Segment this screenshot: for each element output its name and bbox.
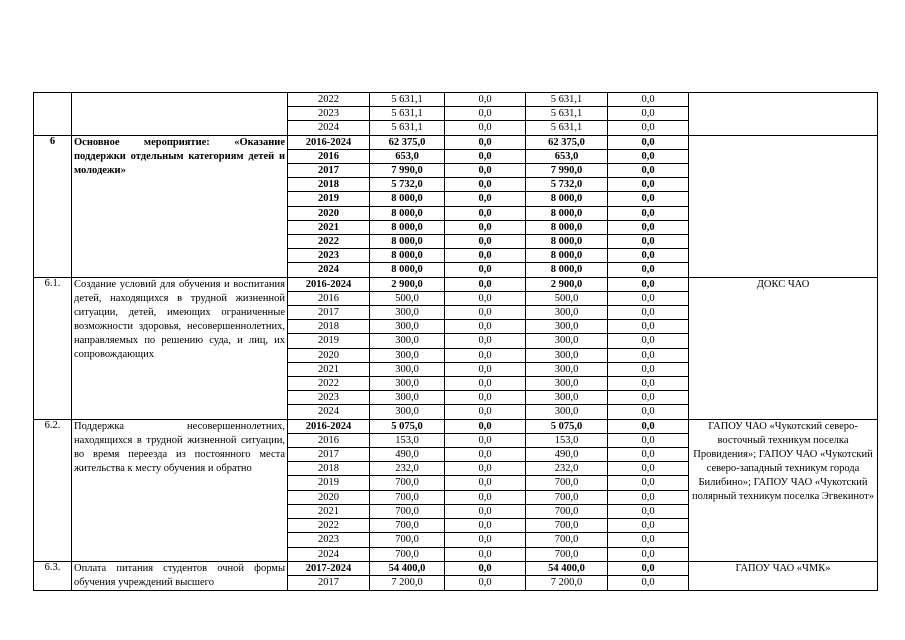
regional-budget-cell: 300,0 xyxy=(526,405,608,419)
federal-budget-cell: 0,0 xyxy=(445,164,526,178)
other-sources-cell: 0,0 xyxy=(608,206,689,220)
regional-budget-cell: 5 732,0 xyxy=(526,178,608,192)
responsible-executor: ДОКС ЧАО xyxy=(689,277,878,419)
total-cell: 700,0 xyxy=(370,504,445,518)
regional-budget-cell: 300,0 xyxy=(526,362,608,376)
other-sources-cell: 0,0 xyxy=(608,135,689,149)
regional-budget-cell: 300,0 xyxy=(526,320,608,334)
regional-budget-cell: 700,0 xyxy=(526,547,608,561)
other-sources-cell: 0,0 xyxy=(608,462,689,476)
regional-budget-cell: 8 000,0 xyxy=(526,206,608,220)
federal-budget-cell: 0,0 xyxy=(445,433,526,447)
year-cell: 2023 xyxy=(288,249,370,263)
total-cell: 5 075,0 xyxy=(370,419,445,433)
year-cell: 2024 xyxy=(288,263,370,277)
other-sources-cell: 0,0 xyxy=(608,235,689,249)
regional-budget-cell: 8 000,0 xyxy=(526,220,608,234)
regional-budget-cell: 8 000,0 xyxy=(526,235,608,249)
total-cell: 7 990,0 xyxy=(370,164,445,178)
federal-budget-cell: 0,0 xyxy=(445,206,526,220)
year-cell: 2021 xyxy=(288,220,370,234)
item-title xyxy=(72,93,288,136)
federal-budget-cell: 0,0 xyxy=(445,348,526,362)
federal-budget-cell: 0,0 xyxy=(445,249,526,263)
regional-budget-cell: 5 631,1 xyxy=(526,121,608,135)
total-cell: 2 900,0 xyxy=(370,277,445,291)
total-cell: 62 375,0 xyxy=(370,135,445,149)
total-cell: 5 631,1 xyxy=(370,93,445,107)
other-sources-cell: 0,0 xyxy=(608,419,689,433)
other-sources-cell: 0,0 xyxy=(608,277,689,291)
year-cell: 2022 xyxy=(288,235,370,249)
total-cell: 300,0 xyxy=(370,320,445,334)
year-cell: 2017-2024 xyxy=(288,561,370,576)
year-cell: 2023 xyxy=(288,391,370,405)
item-number: 6.1. xyxy=(34,277,72,419)
federal-budget-cell: 0,0 xyxy=(445,362,526,376)
other-sources-cell: 0,0 xyxy=(608,220,689,234)
responsible-executor xyxy=(689,93,878,136)
other-sources-cell: 0,0 xyxy=(608,576,689,591)
regional-budget-cell: 653,0 xyxy=(526,149,608,163)
other-sources-cell: 0,0 xyxy=(608,121,689,135)
federal-budget-cell: 0,0 xyxy=(445,561,526,576)
federal-budget-cell: 0,0 xyxy=(445,235,526,249)
other-sources-cell: 0,0 xyxy=(608,448,689,462)
regional-budget-cell: 62 375,0 xyxy=(526,135,608,149)
total-cell: 490,0 xyxy=(370,448,445,462)
regional-budget-cell: 300,0 xyxy=(526,306,608,320)
other-sources-cell: 0,0 xyxy=(608,433,689,447)
regional-budget-cell: 8 000,0 xyxy=(526,263,608,277)
other-sources-cell: 0,0 xyxy=(608,504,689,518)
total-cell: 7 200,0 xyxy=(370,576,445,591)
federal-budget-cell: 0,0 xyxy=(445,178,526,192)
federal-budget-cell: 0,0 xyxy=(445,93,526,107)
total-cell: 5 732,0 xyxy=(370,178,445,192)
regional-budget-cell: 700,0 xyxy=(526,519,608,533)
year-cell: 2018 xyxy=(288,320,370,334)
regional-budget-cell: 7 200,0 xyxy=(526,576,608,591)
item-title: Оплата питания студентов очной формы обучения учреждений высшего xyxy=(72,561,288,590)
regional-budget-cell: 7 990,0 xyxy=(526,164,608,178)
year-cell: 2016-2024 xyxy=(288,277,370,291)
total-cell: 8 000,0 xyxy=(370,206,445,220)
year-cell: 2024 xyxy=(288,405,370,419)
year-cell: 2017 xyxy=(288,576,370,591)
other-sources-cell: 0,0 xyxy=(608,362,689,376)
year-cell: 2017 xyxy=(288,164,370,178)
other-sources-cell: 0,0 xyxy=(608,306,689,320)
year-cell: 2021 xyxy=(288,504,370,518)
other-sources-cell: 0,0 xyxy=(608,490,689,504)
total-cell: 300,0 xyxy=(370,391,445,405)
total-cell: 8 000,0 xyxy=(370,220,445,234)
item-number xyxy=(34,93,72,136)
regional-budget-cell: 8 000,0 xyxy=(526,249,608,263)
other-sources-cell: 0,0 xyxy=(608,334,689,348)
regional-budget-cell: 153,0 xyxy=(526,433,608,447)
year-cell: 2016-2024 xyxy=(288,135,370,149)
item-number: 6.3. xyxy=(34,561,72,590)
total-cell: 300,0 xyxy=(370,362,445,376)
federal-budget-cell: 0,0 xyxy=(445,519,526,533)
year-cell: 2022 xyxy=(288,377,370,391)
other-sources-cell: 0,0 xyxy=(608,107,689,121)
year-cell: 2024 xyxy=(288,547,370,561)
table-row xyxy=(34,135,878,149)
federal-budget-cell: 0,0 xyxy=(445,107,526,121)
item-title: Создание условий для обучения и воспитания детей, находящихся в трудной жизненной ситуации, детей, имеющих ограниченные возможности здоровья, несовершеннолетних, направляемых по решению суда, и лиц, их сопровождающих xyxy=(72,277,288,419)
total-cell: 54 400,0 xyxy=(370,561,445,576)
item-title: Основное мероприятие: «Оказание поддержки отдельным категориям детей и молодежи» xyxy=(72,135,288,277)
other-sources-cell: 0,0 xyxy=(608,519,689,533)
total-cell: 653,0 xyxy=(370,149,445,163)
regional-budget-cell: 300,0 xyxy=(526,348,608,362)
year-cell: 2016 xyxy=(288,291,370,305)
total-cell: 8 000,0 xyxy=(370,249,445,263)
total-cell: 300,0 xyxy=(370,377,445,391)
table-row xyxy=(34,419,878,433)
item-number: 6.2. xyxy=(34,419,72,561)
regional-budget-cell: 700,0 xyxy=(526,533,608,547)
year-cell: 2016-2024 xyxy=(288,419,370,433)
federal-budget-cell: 0,0 xyxy=(445,419,526,433)
item-number: 6 xyxy=(34,135,72,277)
federal-budget-cell: 0,0 xyxy=(445,291,526,305)
federal-budget-cell: 0,0 xyxy=(445,149,526,163)
year-cell: 2024 xyxy=(288,121,370,135)
table-row xyxy=(34,277,878,291)
regional-budget-cell: 232,0 xyxy=(526,462,608,476)
federal-budget-cell: 0,0 xyxy=(445,405,526,419)
year-cell: 2020 xyxy=(288,348,370,362)
total-cell: 700,0 xyxy=(370,476,445,490)
other-sources-cell: 0,0 xyxy=(608,192,689,206)
other-sources-cell: 0,0 xyxy=(608,561,689,576)
other-sources-cell: 0,0 xyxy=(608,348,689,362)
other-sources-cell: 0,0 xyxy=(608,476,689,490)
year-cell: 2019 xyxy=(288,476,370,490)
regional-budget-cell: 490,0 xyxy=(526,448,608,462)
other-sources-cell: 0,0 xyxy=(608,178,689,192)
federal-budget-cell: 0,0 xyxy=(445,504,526,518)
total-cell: 700,0 xyxy=(370,519,445,533)
regional-budget-cell: 700,0 xyxy=(526,476,608,490)
federal-budget-cell: 0,0 xyxy=(445,277,526,291)
federal-budget-cell: 0,0 xyxy=(445,533,526,547)
regional-budget-cell: 300,0 xyxy=(526,377,608,391)
regional-budget-cell: 500,0 xyxy=(526,291,608,305)
table-body xyxy=(34,93,878,591)
regional-budget-cell: 5 075,0 xyxy=(526,419,608,433)
federal-budget-cell: 0,0 xyxy=(445,306,526,320)
federal-budget-cell: 0,0 xyxy=(445,576,526,591)
year-cell: 2019 xyxy=(288,334,370,348)
year-cell: 2017 xyxy=(288,306,370,320)
total-cell: 300,0 xyxy=(370,348,445,362)
federal-budget-cell: 0,0 xyxy=(445,320,526,334)
regional-budget-cell: 300,0 xyxy=(526,391,608,405)
total-cell: 300,0 xyxy=(370,306,445,320)
other-sources-cell: 0,0 xyxy=(608,249,689,263)
total-cell: 232,0 xyxy=(370,462,445,476)
regional-budget-cell: 2 900,0 xyxy=(526,277,608,291)
year-cell: 2016 xyxy=(288,149,370,163)
year-cell: 2018 xyxy=(288,178,370,192)
total-cell: 500,0 xyxy=(370,291,445,305)
total-cell: 700,0 xyxy=(370,490,445,504)
responsible-executor xyxy=(689,135,878,277)
program-funding-table xyxy=(33,92,878,591)
year-cell: 2020 xyxy=(288,206,370,220)
year-cell: 2022 xyxy=(288,93,370,107)
total-cell: 8 000,0 xyxy=(370,235,445,249)
total-cell: 5 631,1 xyxy=(370,107,445,121)
other-sources-cell: 0,0 xyxy=(608,320,689,334)
responsible-executor: ГАПОУ ЧАО «Чукотский северо-восточный техникум поселка Провидения»; ГАПОУ ЧАО «Чукотский северо-западный техникум города Билибино»; ГАПОУ ЧАО «Чукотский полярный техникум поселка Эгвекинот» xyxy=(689,419,878,561)
regional-budget-cell: 700,0 xyxy=(526,490,608,504)
federal-budget-cell: 0,0 xyxy=(445,220,526,234)
year-cell: 2020 xyxy=(288,490,370,504)
item-title: Поддержка несовершеннолетних, находящихся в трудной жизненной ситуации, во время переезда из постоянного места жительства к месту обучения и обратно xyxy=(72,419,288,561)
total-cell: 8 000,0 xyxy=(370,263,445,277)
regional-budget-cell: 700,0 xyxy=(526,504,608,518)
other-sources-cell: 0,0 xyxy=(608,263,689,277)
year-cell: 2022 xyxy=(288,519,370,533)
total-cell: 700,0 xyxy=(370,547,445,561)
regional-budget-cell: 5 631,1 xyxy=(526,93,608,107)
table-row xyxy=(34,93,878,107)
federal-budget-cell: 0,0 xyxy=(445,192,526,206)
federal-budget-cell: 0,0 xyxy=(445,547,526,561)
other-sources-cell: 0,0 xyxy=(608,291,689,305)
federal-budget-cell: 0,0 xyxy=(445,490,526,504)
total-cell: 300,0 xyxy=(370,334,445,348)
responsible-executor: ГАПОУ ЧАО «ЧМК» xyxy=(689,561,878,590)
federal-budget-cell: 0,0 xyxy=(445,476,526,490)
total-cell: 700,0 xyxy=(370,533,445,547)
federal-budget-cell: 0,0 xyxy=(445,121,526,135)
year-cell: 2023 xyxy=(288,107,370,121)
federal-budget-cell: 0,0 xyxy=(445,448,526,462)
table-row xyxy=(34,561,878,576)
other-sources-cell: 0,0 xyxy=(608,533,689,547)
federal-budget-cell: 0,0 xyxy=(445,263,526,277)
other-sources-cell: 0,0 xyxy=(608,164,689,178)
year-cell: 2018 xyxy=(288,462,370,476)
federal-budget-cell: 0,0 xyxy=(445,334,526,348)
year-cell: 2019 xyxy=(288,192,370,206)
year-cell: 2016 xyxy=(288,433,370,447)
total-cell: 153,0 xyxy=(370,433,445,447)
year-cell: 2021 xyxy=(288,362,370,376)
regional-budget-cell: 8 000,0 xyxy=(526,192,608,206)
federal-budget-cell: 0,0 xyxy=(445,135,526,149)
total-cell: 5 631,1 xyxy=(370,121,445,135)
year-cell: 2023 xyxy=(288,533,370,547)
federal-budget-cell: 0,0 xyxy=(445,377,526,391)
regional-budget-cell: 54 400,0 xyxy=(526,561,608,576)
federal-budget-cell: 0,0 xyxy=(445,391,526,405)
year-cell: 2017 xyxy=(288,448,370,462)
other-sources-cell: 0,0 xyxy=(608,405,689,419)
federal-budget-cell: 0,0 xyxy=(445,462,526,476)
other-sources-cell: 0,0 xyxy=(608,377,689,391)
total-cell: 8 000,0 xyxy=(370,192,445,206)
other-sources-cell: 0,0 xyxy=(608,391,689,405)
other-sources-cell: 0,0 xyxy=(608,149,689,163)
regional-budget-cell: 5 631,1 xyxy=(526,107,608,121)
other-sources-cell: 0,0 xyxy=(608,93,689,107)
total-cell: 300,0 xyxy=(370,405,445,419)
regional-budget-cell: 300,0 xyxy=(526,334,608,348)
other-sources-cell: 0,0 xyxy=(608,547,689,561)
